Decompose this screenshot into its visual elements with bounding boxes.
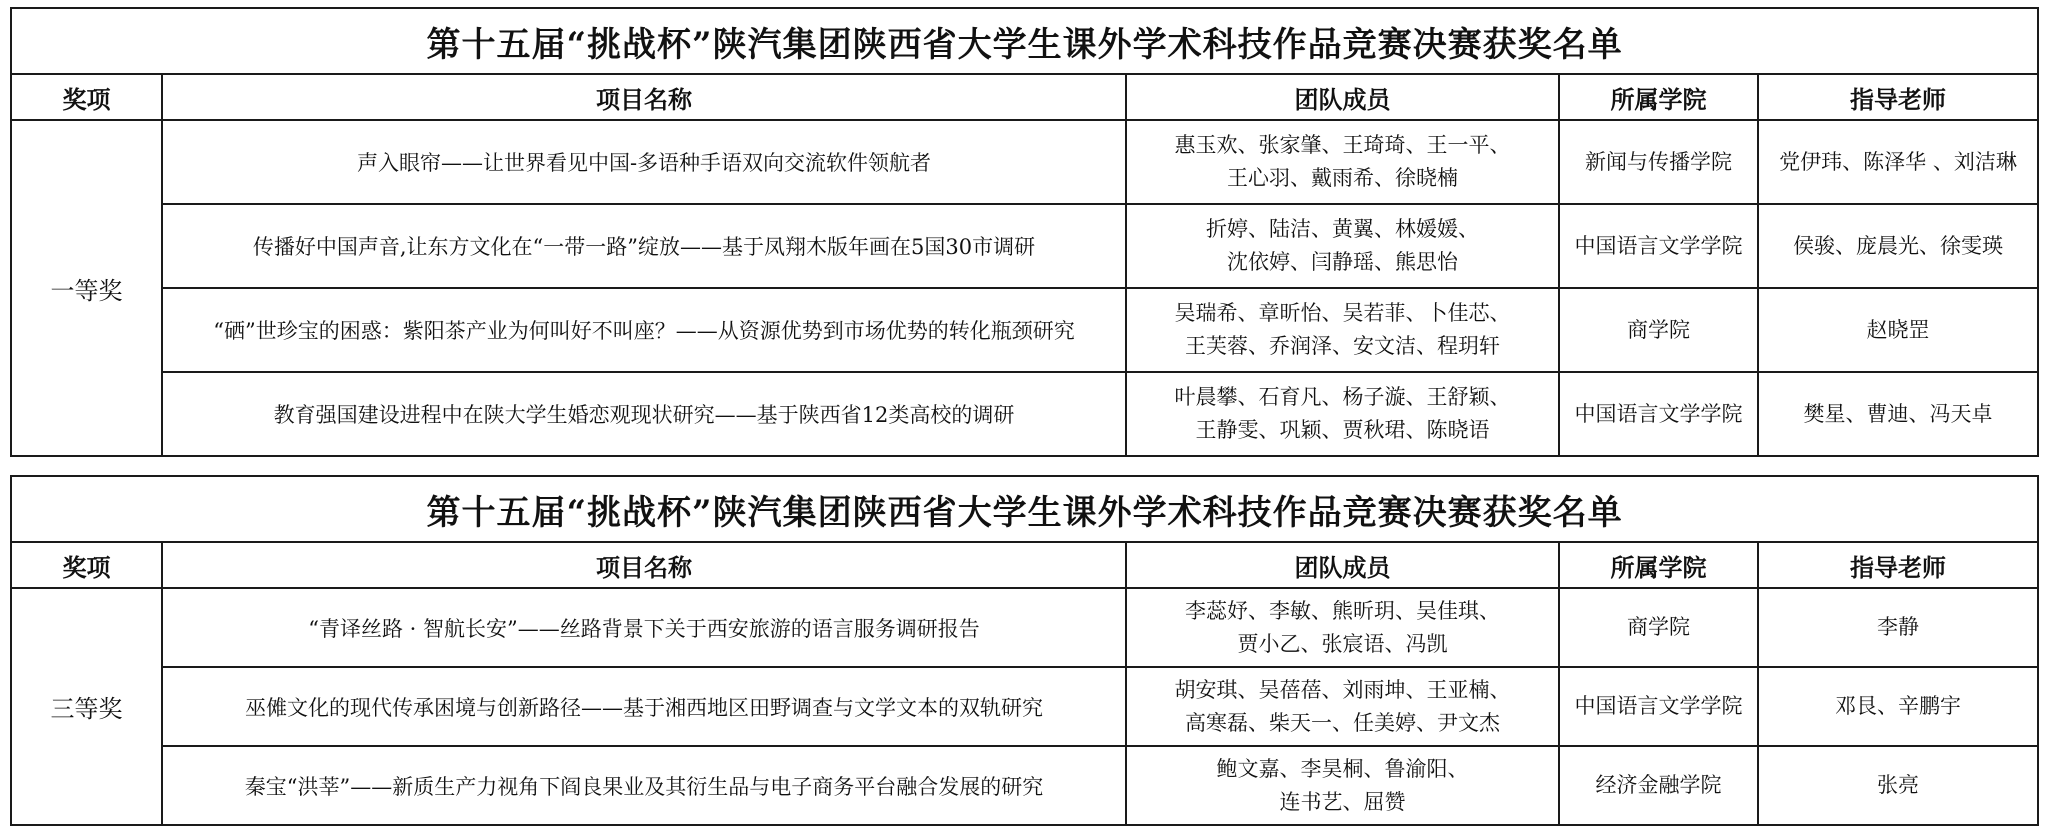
table-title: 第十五届“挑战杯”陕汽集团陕西省大学生课外学术科技作品竞赛决赛获奖名单 [11,476,2038,542]
award-table-third-prize [10,475,2039,826]
team-members [1126,372,1559,456]
header-team: 团队成员 [1126,542,1559,588]
advisor: 樊星、曹迪、冯天卓 [1758,372,2038,456]
team-members-line: 折婷、陆洁、黄翼、林媛媛、 [1206,217,1479,241]
table-row [11,204,2038,288]
team-members-line: 高寒磊、柴天一、任美婷、尹文杰 [1185,710,1500,735]
college: 商学院 [1559,588,1758,667]
team-members-line: 王芙蓉、乔润泽、安文洁、程玥轩 [1185,334,1500,358]
table-row [11,372,2038,456]
header-project: 项目名称 [162,74,1126,120]
header-college: 所属学院 [1559,542,1758,588]
advisor: 李静 [1758,588,2038,667]
team-members [1126,120,1559,204]
award-level: 一等奖 [11,120,162,456]
project-name: “青译丝路 · 智航长安”——丝路背景下关于西安旅游的语言服务调研报告 [162,588,1126,667]
team-members-line: 吴瑞希、章昕怡、吴若菲、卜佳芯、 [1174,301,1511,325]
team-members-line: 叶晨攀、石育凡、杨子漩、王舒颖、 [1174,385,1511,409]
team-members-line: 王心羽、戴雨希、徐晓楠 [1227,166,1458,190]
table-row [11,667,2038,746]
table-row [11,288,2038,372]
header-award: 奖项 [11,542,162,588]
header-team: 团队成员 [1126,74,1559,120]
team-members [1126,204,1559,288]
table-row [11,120,2038,204]
project-name: 巫傩文化的现代传承困境与创新路径——基于湘西地区田野调查与文学文本的双轨研究 [162,667,1126,746]
team-members-line: 胡安琪、吴蓓蓓、刘雨坤、王亚楠、 [1174,677,1511,702]
advisor: 张亮 [1758,746,2038,825]
project-name: 秦宝“洪莘”——新质生产力视角下阎良果业及其衍生品与电子商务平台融合发展的研究 [162,746,1126,825]
table-row [11,588,2038,667]
college: 中国语言文学学院 [1559,667,1758,746]
project-name: 教育强国建设进程中在陕大学生婚恋观现状研究——基于陕西省12类高校的调研 [162,372,1126,456]
team-members-line: 惠玉欢、张家肇、王琦琦、王一平、 [1174,133,1511,157]
team-members [1126,667,1559,746]
project-name: 声入眼帘——让世界看见中国-多语种手语双向交流软件领航者 [162,120,1126,204]
award-table-first-prize [10,7,2039,457]
team-members-line: 沈依婷、闫静瑶、熊思怡 [1227,250,1458,274]
advisor: 侯骏、庞晨光、徐雯瑛 [1758,204,2038,288]
header-project: 项目名称 [162,542,1126,588]
college: 经济金融学院 [1559,746,1758,825]
team-members-line: 王静雯、巩颖、贾秋珺、陈晓语 [1195,418,1490,442]
team-members-line: 李蕊妤、李敏、熊昕玥、吴佳琪、 [1185,598,1500,623]
college: 中国语言文学学院 [1559,204,1758,288]
team-members-line: 鲍文嘉、李昊桐、鲁渝阳、 [1216,756,1469,781]
header-award: 奖项 [11,74,162,120]
header-advisor: 指导老师 [1758,542,2038,588]
college: 商学院 [1559,288,1758,372]
advisor: 党伊玮、陈泽华 、刘洁琳 [1758,120,2038,204]
advisor: 赵晓罡 [1758,288,2038,372]
team-members [1126,288,1559,372]
team-members-line: 连书艺、屈赞 [1279,789,1406,814]
table-title: 第十五届“挑战杯”陕汽集团陕西省大学生课外学术科技作品竞赛决赛获奖名单 [11,8,2038,74]
team-members [1126,588,1559,667]
header-advisor: 指导老师 [1758,74,2038,120]
college: 新闻与传播学院 [1559,120,1758,204]
project-name: 传播好中国声音,让东方文化在“一带一路”绽放——基于凤翔木版年画在5国30市调研 [162,204,1126,288]
team-members-line: 贾小乙、张宸语、冯凯 [1237,631,1448,656]
table-row [11,746,2038,825]
header-college: 所属学院 [1559,74,1758,120]
team-members [1126,746,1559,825]
award-level: 三等奖 [11,588,162,825]
advisor: 邓艮、辛鹏宇 [1758,667,2038,746]
project-name: “硒”世珍宝的困惑：紫阳茶产业为何叫好不叫座？——从资源优势到市场优势的转化瓶颈研究 [162,288,1126,372]
college: 中国语言文学学院 [1559,372,1758,456]
